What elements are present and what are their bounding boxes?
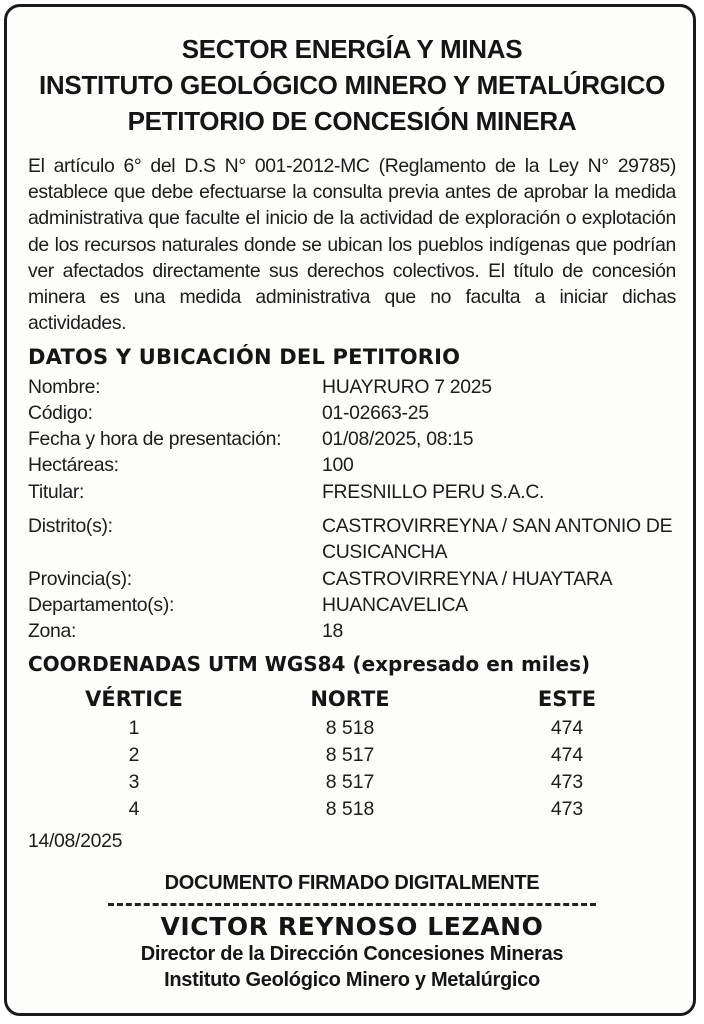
row-label: Código: — [28, 402, 93, 424]
row-value: HUANCAVELICA — [322, 594, 468, 616]
signed-note: DOCUMENTO FIRMADO DIGITALMENTE — [164, 872, 540, 894]
signer-role: Director de la Dirección Concesiones Mineras — [140, 943, 564, 965]
col-header-norte: NORTE — [310, 687, 390, 711]
cell-este: 473 — [550, 771, 584, 793]
row-value: CASTROVIRREYNA / SAN ANTONIO DE CUSICANCHA — [322, 515, 673, 563]
row-value: HUAYRURO 7 2025 — [322, 376, 492, 398]
publication-date: 14/08/2025 — [28, 830, 123, 852]
row-label: Titular: — [28, 481, 85, 503]
row-label: Nombre: — [28, 376, 101, 398]
cell-vertice: 1 — [128, 717, 140, 739]
signer-name: VICTOR REYNOSO LEZANO — [160, 912, 544, 941]
row-value: CASTROVIRREYNA / HUAYTARA — [322, 568, 613, 590]
row-value: 01/08/2025, 08:15 — [322, 428, 474, 450]
cell-este: 474 — [550, 717, 584, 739]
row-label: Zona: — [28, 620, 77, 642]
cell-este: 474 — [550, 744, 584, 766]
coordenadas-section-title: COORDENADAS UTM WGS84 (expresado en miles) — [28, 652, 591, 676]
header-petition: PETITORIO DE CONCESIÓN MINERA — [127, 106, 577, 136]
cell-este: 473 — [550, 798, 584, 820]
col-header-vertice: VÉRTICE — [85, 687, 183, 711]
intro-paragraph: El artículo 6° del D.S N° 001-2012-MC (Reglamento de la Ley N° 29785) establece que debe efectuarse la consulta previa antes de aprobar la medida administrativa que faculte el inicio de la actividad de exploración o explotación de los recursos naturales donde se ubican los pueblos indígenas que podrían ver afectados directamente sus derechos colectivos. El título de concesión minera es una medida administrativa que no faculta a iniciar dichas actividades. — [28, 155, 676, 335]
row-label: Provincia(s): — [28, 568, 132, 590]
cell-norte: 8 518 — [325, 798, 375, 820]
col-header-este: ESTE — [537, 687, 597, 711]
cell-norte: 8 518 — [325, 717, 375, 739]
cell-norte: 8 517 — [325, 744, 375, 766]
row-label: Departamento(s): — [28, 594, 175, 616]
signature-divider — [108, 903, 596, 906]
row-value: 01-02663-25 — [322, 402, 429, 424]
row-label: Fecha y hora de presentación: — [28, 428, 282, 450]
cell-vertice: 3 — [128, 771, 140, 793]
cell-vertice: 2 — [128, 744, 140, 766]
row-label: Distrito(s): — [28, 515, 113, 537]
cell-vertice: 4 — [128, 798, 140, 820]
header-institute: INSTITUTO GEOLÓGICO MINERO Y METALÚRGICO — [39, 70, 665, 100]
row-value: 18 — [322, 620, 343, 642]
row-value: 100 — [322, 454, 354, 476]
datos-section-title: DATOS Y UBICACIÓN DEL PETITORIO — [28, 345, 461, 369]
row-value: FRESNILLO PERU S.A.C. — [322, 481, 545, 503]
row-label: Hectáreas: — [28, 454, 119, 476]
header-sector: SECTOR ENERGÍA Y MINAS — [181, 34, 523, 64]
signer-org: Instituto Geológico Minero y Metalúrgico — [164, 969, 540, 991]
cell-norte: 8 517 — [325, 771, 375, 793]
